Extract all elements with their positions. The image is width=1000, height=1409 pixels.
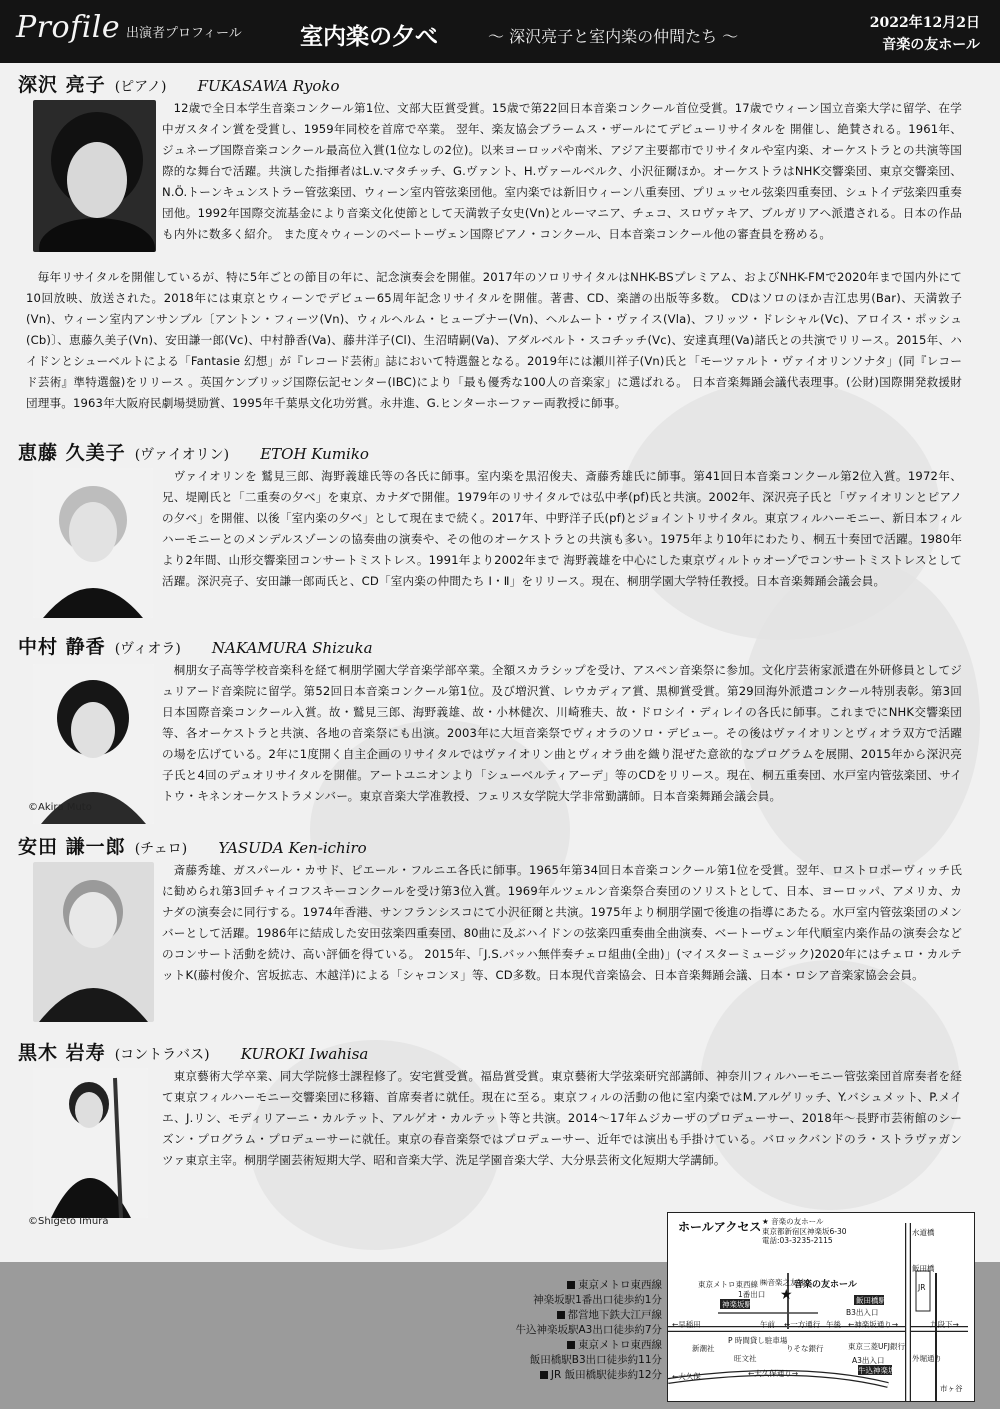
map-label-jr: JR <box>918 1283 926 1292</box>
access-line-name: 東京メトロ東西線 <box>440 1338 662 1353</box>
performer-name-row <box>18 438 369 465</box>
photo-credit: ©Akira Muto <box>28 802 92 813</box>
bullet-square-icon <box>567 1281 575 1289</box>
map-label-gogo: 午後 <box>826 1320 841 1329</box>
map-label-ichigaya: 市ヶ谷 <box>940 1384 963 1393</box>
map-label-suidobashi: 水道橋 <box>912 1228 935 1237</box>
event-date: 2022年12月2日 <box>869 15 980 31</box>
performer-bio: 斎藤秀雄、ガスパール・カサド、ピエール・フルニエ各氏に師事。1965年第34回日本音楽コンクール第1位を受賞。翌年、ロストロポーヴィッチ氏に勧められ第3回チャイコフスキーコンクールを受け第3位入賞。1969年ルツェルン音楽祭合奏団のソリストとして、日本、ヨーロッパ、アメリカ、カナダの演奏会に同行する。1974年香港、サンフランシスコにて小沢征爾と共演。1975年より桐朋学園で後進の指導にあたる。水戸室内管弦楽団のメンバーとして活躍。1986年に結成した安田弦楽四重奏団、80曲に及ぶハイドンの弦楽四重奏曲全曲演奏、ベートーヴェン年代順室内楽作品の演奏会などのコンサート活動を続け、高い評価を得ている。 2015年、「J.S.バッハ無伴奏チェロ組曲(全曲)」(マイスターミュージック)2020年にはチェロ・カルテットK(藤村俊介、宮坂拡志、木越洋)による「シャコンヌ」等、CD多数。日本現代音楽協会、日本音楽舞踊会議、日本・ロシア音楽家協会会員。 <box>162 863 962 982</box>
map-hall-info: ★ 音楽の友ホール 東京都新宿区神楽坂6-30 電話:03-3235-2115 <box>762 1217 847 1245</box>
map-label-kagurazaka-station: 神楽坂駅 <box>722 1300 752 1309</box>
map-label-tokyo-bank: 東京三菱UFJ銀行 <box>848 1342 906 1351</box>
performer-section-yasuda <box>0 832 1000 1032</box>
performer-name-row <box>18 70 340 97</box>
header-bar <box>0 0 1000 63</box>
performer-name-row <box>18 1038 368 1065</box>
access-map <box>667 1212 975 1402</box>
performer-instrument: (ヴィオラ) <box>114 641 181 657</box>
performer-instrument: (ヴァイオリン) <box>134 447 230 463</box>
performer-photo <box>33 664 154 824</box>
performer-name-row <box>18 832 367 859</box>
performer-name-en: FUKASAWA Ryoko <box>197 77 340 95</box>
map-label-sotobori: 外堀通り <box>912 1354 942 1363</box>
map-label-bank: りそな銀行 <box>786 1344 824 1353</box>
access-line-detail: 飯田橋駅B3出口徒歩約11分 <box>529 1354 662 1366</box>
map-label-shinchoin: 新潮社 <box>692 1344 715 1353</box>
performer-section-fukasawa <box>0 70 1000 446</box>
performer-bio: ヴァイオリンを 鷲見三郎、海野義雄氏等の各氏に師事。室内楽を黒沼俊夫、斎藤秀雄氏に師事。第41回日本音楽コンクール第2位入賞。1972年、兄、堤剛氏と「二重奏の夕べ」を東京、カナダで開催。1979年のリサイタルでは弘中孝(pf)氏と共演。2002年、深沢亮子氏と「ヴァイオリンとピアノの夕べ」を開催、以後「室内楽の夕べ」として現在まで続く。2017年、中野洋子氏(pf)とジョイントリサイタル。東京フィルハーモニー、新日本フィルハーモニーとのメンデルスゾーンの協奏曲の演奏や、その他のオーケストラとの共演も多い。1975年より10年にわたり、桐五十奏団で活躍。1980年より2年間、山形交響楽団コンサートミストレス。1991年より2002年まで 海野義雄を中心にした東京ヴィルトゥオーゾでコンサートミストレスとして活躍。深沢亮子、安田謙一郎両氏と、CD「室内楽の仲間たち Ⅰ・Ⅱ」をリリース。現在、桐朋学園大学特任教授。日本音楽舞踊会議会員。 <box>162 469 962 588</box>
profile-logo: Profile <box>16 10 121 45</box>
event-title: 室内楽の夕べ <box>300 23 438 50</box>
access-line-name: JR 飯田橋駅徒歩約12分 <box>440 1368 662 1383</box>
access-line-name: 東京メトロ東西線 <box>440 1278 662 1293</box>
map-label-iidabashi-station: 飯田橋駅 <box>856 1296 886 1305</box>
access-line-name: 都営地下鉄大江戸線 <box>440 1308 662 1323</box>
map-label-waseda: ←早稲田 <box>672 1320 701 1329</box>
performer-name-en: YASUDA Ken-ichiro <box>218 839 367 857</box>
profile-subtitle: 出演者プロフィール <box>126 26 242 41</box>
performer-name-en: NAKAMURA Shizuka <box>211 639 373 657</box>
bullet-square-icon <box>567 1341 575 1349</box>
map-label-exit-b3: B3出入口 <box>846 1308 879 1317</box>
performer-name: 深沢 亮子 <box>18 74 106 96</box>
map-label-tozai: 東京メトロ東西線 <box>698 1280 758 1289</box>
performer-name-row <box>18 632 373 659</box>
event-venue: 音楽の友ホール <box>882 37 980 53</box>
performer-name: 恵藤 久美子 <box>18 442 126 464</box>
map-label-ippou: ←一方通行 <box>784 1320 821 1329</box>
event-subtitle: ～ 深沢亮子と室内楽の仲間たち ～ <box>488 27 739 46</box>
map-label-iidabashi: 飯田橋 <box>912 1264 935 1273</box>
access-line-detail: 牛込神楽坂駅A3出口徒歩約7分 <box>515 1324 662 1336</box>
map-label-parking: P 時間貸し駐車場 <box>728 1336 788 1345</box>
bullet-square-icon <box>557 1311 565 1319</box>
map-roads <box>668 1213 974 1401</box>
map-label-kagurazaka-dori: ←神楽坂通り→ <box>848 1320 899 1329</box>
photo-credit: ©Shigeto Imura <box>28 1216 109 1227</box>
map-label-okubo: ←大久保 <box>672 1372 701 1381</box>
performer-instrument: (コントラバス) <box>114 1047 210 1063</box>
access-line-detail: 神楽坂駅1番出口徒歩約1分 <box>533 1294 662 1306</box>
map-label-hall: 音楽の友ホール <box>794 1280 857 1290</box>
map-label-exit-1: 1番出口 <box>738 1290 766 1299</box>
map-label-okubo-dori: ←大久保通り→ <box>748 1369 799 1378</box>
performer-bio: 毎年リサイタルを開催しているが、特に5年ごとの節目の年に、記念演奏会を開催。2017年のソロリサイタルはNHK-BSプレミアム、およびNHK-FMで2020年まで国内外にて10回放映、放送された。2018年には東京とウィーンでデビュー65周年記念リサイタルを開催。著書、CD、楽譜の出版等多数。 CDはソロのほか吉江忠男(Bar)、天満敦子(Vn)、ウィーン室内アンサンブル〔アントン・フィーツ(Vn)、ウィルヘルム・ヒューブナー(Vn)、ヘルムート・ヴァイス(Vla)、フリッツ・ドレシャル(Vc)、アロイス・ポッシュ(Cb)〕、恵藤久美子(Vn)、安田謙一郎(Vc)、中村静香(Va)、藤井洋子(Cl)、生沼晴嗣(Va)、アダルベルト・スコチッチ(Vc)、安達真理(Va)諸氏との共演でリリース。2015年、ハイドンとシューベルトによる「Fantasie 幻想」が『レコード芸術』誌において特選盤となる。2019年には瀬川祥子(Vn)氏と「モーツァルト・ヴァイオリンソナタ」(同『レコード芸術』準特選盤)をリリース 。英国ケンブリッジ国際伝記センター(IBC)により「最も優秀な100人の音楽家」に選ばれる。 日本音楽舞踊会議代表理事。(公財)国際開発救援財団理事。1963年大阪府民劇場奨励賞、1995年千葉県文化功労賞。永井進、G.ヒンターホーファー両教授に師事。 <box>26 270 962 410</box>
map-label-gozen: 午前 <box>760 1320 775 1329</box>
performer-instrument: (チェロ) <box>134 841 188 857</box>
performer-photo <box>33 862 154 1022</box>
performer-name-en: ETOH Kumiko <box>260 445 369 463</box>
performer-photo <box>33 468 153 618</box>
performer-bio: 東京藝術大学卒業、同大学院修士課程修了。安宅賞受賞。福島賞受賞。東京藝術大学弦楽研究部講師、神奈川フィルハーモニー管弦楽団首席奏者を経て東京フィルハーモニー交響楽団に移籍、首席奏者に就任。現在に至る。東京フィルの活動の他に室内楽ではM.アルゲリッチ、Y.バシュメット、P.メイエ、J.リン、モディリアーニ・カルテット、アルゲオ・カルテット等と共演。2014～17年ムジカーザのプロデューサー、2018年～長野市芸術館のシーズン・プログラム・プロデューサーに就任。東京の春音楽祭ではプロデューサー、近年では演出も手掛けている。バロックバンドのラ・ストラヴァガンツァ東京主宰。桐朋学園芸術短期大学、昭和音楽大学、洗足学園音楽大学、大分県芸術文化短期大学講師。 <box>162 1069 962 1167</box>
map-label-publisher: ㈱音楽之友社 <box>760 1278 805 1287</box>
performer-section-kuroki <box>0 1038 1000 1238</box>
performer-name: 黒木 岩寿 <box>18 1042 106 1064</box>
performer-photo <box>33 100 156 252</box>
performer-bio: 桐朋女子高等学校音楽科を経て桐朋学園大学音楽学部卒業。全額スカラシップを受け、アスペン音楽祭に参加。文化庁芸術家派遣在外研修員としてジュリアード音楽院に留学。第52回日本音楽コンクール第1位。及び増沢賞、レウカディア賞、黒柳賞受賞。第29回海外派遣コンクール特別表彰。第3回日本国際音楽コンクール入賞。故・鷲見三郎、海野義雄、故・小林健次、川崎雅夫、故・ドロシイ・ディレイの各氏に師事。これまでにNHK交響楽団等、各オーケストラと共演、各地の音楽祭にも出演。2003年に大垣音楽祭でヴィオラのソロ・デビュー。その後はヴァイオリンとヴィオラ双方で活躍の場を広げている。2年に1度開く自主企画のリサイタルではヴァイオリン曲とヴィオラ曲を織り混ぜた意欲的なプログラムを展開、2015年から深沢亮子氏と4回のデュオリサイタルを開催。アートユニオンより「シューベルティアーデ」等のCDをリリース。現在、桐五重奏団、水戸室内管弦楽団、サイトウ・キネンオーケストラメンバー。東京音楽大学准教授、フェリス女学院大学非常勤講師。日本音楽舞踊会議会員。 <box>162 663 962 803</box>
performer-section-etoh <box>0 438 1000 628</box>
performer-section-nakamura <box>0 632 1000 832</box>
performer-name: 安田 謙一郎 <box>18 836 126 858</box>
access-info <box>440 1278 662 1383</box>
performer-bio: 12歳で全日本学生音楽コンクール第1位、文部大臣賞受賞。15歳で第22回日本音楽コンクール首位受賞。17歳でウィーン国立音楽大学に留学、在学中ガスタイン賞を受賞し、1959年同校を首席で卒業。 翌年、楽友協会ブラームス・ザールにてデビューリサイタルを 開催し、絶賛される。1961年、ジュネーブ国際音楽コンクール最高位入賞(1位なしの2位)。以来ヨーロッパや南米、アジア主要都市でリサイタルや室内楽、オーケストラとの共演等国際的な舞台で活躍。共演した指揮者はL.v.マタチッチ、G.ヴァント、H.ヴァールベルク、小沢征爾ほか。オーケストラはNHK交響楽団、東京交響楽団、N.Ö.トーンキュンストラー管弦楽団、ウィーン室内管弦楽団他。室内楽では新旧ウィーン八重奏団、プリュッセル弦楽四重奏団、シュトイデ弦楽四重奏団他。1992年国際交流基金により音楽文化使節として天満敦子女史(Vn)とルーマニア、チェコ、スロヴァキア、ブルガリアへ派遣される。日本の作品も内外に数多く紹介。 また度々ウィーンのベートーヴェン国際ピアノ・コンクール、日本音楽コンクール他の審査員を務める。 <box>162 101 962 241</box>
performer-name: 中村 静香 <box>18 636 106 658</box>
bullet-square-icon <box>540 1371 548 1379</box>
map-title: ホールアクセス <box>678 1220 762 1234</box>
performer-photo <box>33 1068 148 1218</box>
map-label-exit-a3: A3出入口 <box>852 1356 885 1365</box>
map-star-icon: ★ <box>780 1287 793 1303</box>
performer-name-en: KUROKI Iwahisa <box>240 1045 369 1063</box>
map-label-ushigome-station: 牛込神楽坂駅 <box>858 1366 903 1375</box>
map-label-kudanshita: 九段下→ <box>930 1320 959 1329</box>
map-label-bunka: 旺文社 <box>734 1354 757 1363</box>
performer-instrument: (ピアノ) <box>114 79 167 95</box>
